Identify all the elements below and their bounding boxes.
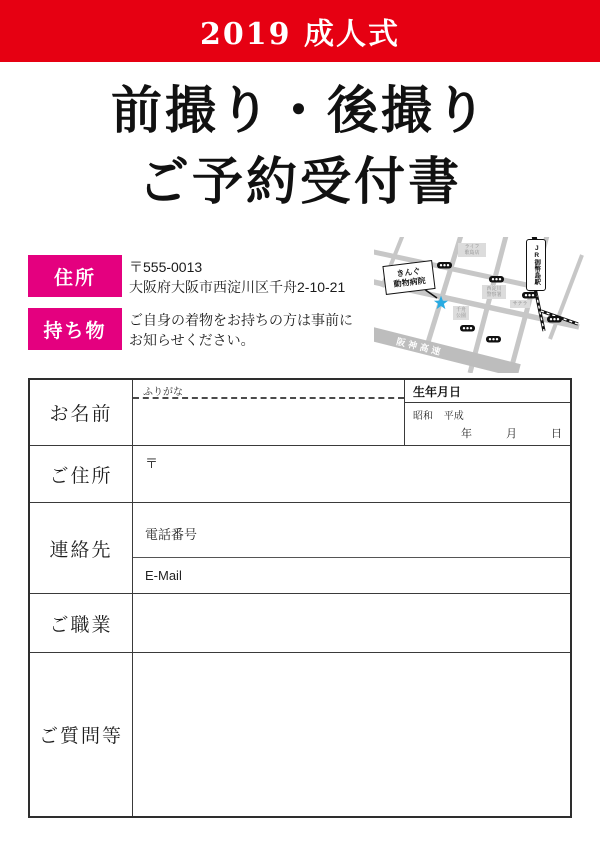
table-row-occupation bbox=[30, 593, 570, 652]
birthdate-header: 生年月日 bbox=[405, 380, 570, 403]
belongings-text-line2: お知らせください。 bbox=[129, 332, 255, 348]
contact-row-label: 連絡先 bbox=[30, 503, 133, 593]
address-row-label: ご住所 bbox=[30, 446, 133, 502]
belongings-text-line1: ご自身の着物をお持ちの方は事前に bbox=[129, 312, 353, 328]
highway-label: 阪神高速 bbox=[395, 336, 445, 358]
address-input-area[interactable] bbox=[133, 446, 570, 502]
belongings-text bbox=[129, 310, 353, 350]
address-badge-label: 住所 bbox=[53, 267, 96, 289]
table-row-questions bbox=[30, 652, 570, 816]
belongings-badge bbox=[28, 308, 122, 350]
contact-row-content bbox=[133, 503, 570, 593]
belongings-badge-label: 持ち物 bbox=[43, 320, 107, 342]
clinic-name-line2: 動物病院 bbox=[393, 275, 426, 289]
occupation-row-label: ご職業 bbox=[30, 594, 133, 652]
postal-code-text: 〒555-0013 bbox=[129, 259, 203, 275]
birthdate-ymd bbox=[405, 422, 570, 445]
birthdate-area[interactable] bbox=[404, 380, 570, 445]
phone-label: 電話番号 bbox=[145, 527, 198, 542]
poi-label: 西淀川 警察署 bbox=[482, 285, 506, 299]
table-row-contact bbox=[30, 502, 570, 593]
street-address-text: 大阪府大阪市西淀川区千舟2-10-21 bbox=[129, 279, 346, 295]
address-text bbox=[129, 257, 345, 297]
email-input-area[interactable] bbox=[133, 558, 570, 593]
email-label: E-Mail bbox=[145, 568, 182, 583]
traffic-signal-icon bbox=[522, 292, 537, 299]
year-label: 年 bbox=[461, 428, 472, 440]
address-badge bbox=[28, 255, 122, 297]
name-row-label: お名前 bbox=[30, 380, 133, 445]
traffic-signal-icon bbox=[547, 316, 562, 323]
occupation-input-area[interactable] bbox=[133, 594, 570, 652]
questions-row-label: ご質問等 bbox=[30, 653, 133, 816]
poi-label: サテラ bbox=[510, 300, 530, 308]
table-row-name bbox=[30, 380, 570, 445]
header-bar bbox=[0, 0, 600, 62]
postal-mark: 〒 bbox=[145, 456, 159, 471]
name-row-content bbox=[133, 380, 570, 445]
traffic-signal-icon bbox=[437, 262, 452, 269]
traffic-signal-icon bbox=[489, 276, 504, 283]
map-roads bbox=[374, 237, 582, 373]
phone-input-area[interactable] bbox=[133, 503, 570, 558]
page-title-line2: ご予約受付書 bbox=[137, 152, 462, 212]
station-label: JR御幣島駅 bbox=[533, 245, 541, 285]
header-title: 2019 成人式 bbox=[200, 17, 400, 52]
month-label: 月 bbox=[506, 428, 517, 440]
page-title bbox=[0, 76, 600, 218]
furigana-label: ふりがな bbox=[133, 380, 404, 399]
station-marker bbox=[526, 239, 546, 291]
page-title-line1: 前撮り・後撮り bbox=[110, 81, 489, 141]
table-row-address bbox=[30, 445, 570, 502]
clinic-name-line1: きんぐ bbox=[395, 266, 421, 278]
poi-label: 千舟 公園 bbox=[453, 306, 469, 320]
clinic-callout bbox=[382, 260, 435, 295]
day-label: 日 bbox=[551, 428, 562, 440]
access-map bbox=[374, 237, 596, 373]
reservation-form-table bbox=[28, 378, 572, 818]
traffic-signal-icon bbox=[486, 336, 501, 343]
poi-label: ライフ 歌島店 bbox=[458, 243, 486, 257]
map-drawing bbox=[374, 237, 596, 373]
birthdate-era-options: 昭和 平成 bbox=[413, 411, 464, 422]
traffic-signal-icon bbox=[460, 325, 475, 332]
name-input-area[interactable] bbox=[133, 380, 404, 445]
questions-input-area[interactable] bbox=[133, 653, 570, 816]
